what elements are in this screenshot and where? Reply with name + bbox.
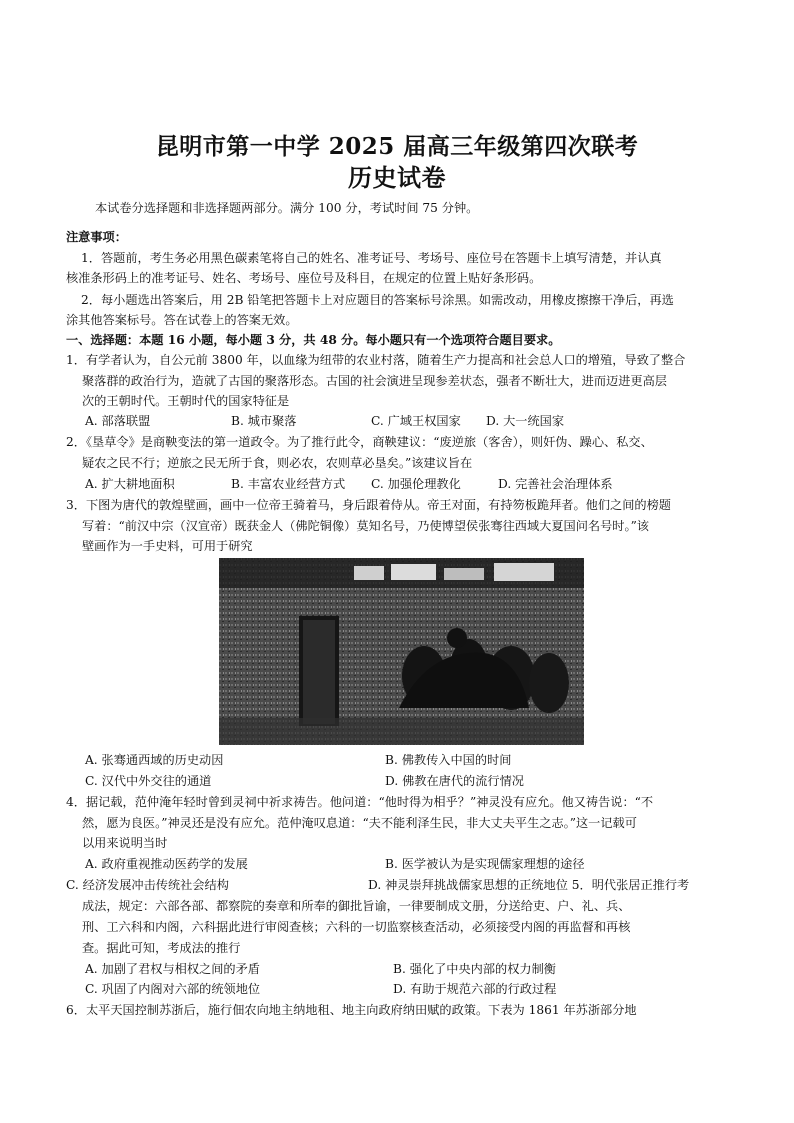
question-1-line-1: 1．有学者认为，自公元前 3800 年，以血缘为纽带的农业村落，随着生产力提高和社会总人口的增殖，导致了整合 xyxy=(66,353,686,367)
q3-option-c: C. 汉代中外交往的通道 xyxy=(85,774,212,788)
question-6-line-1: 6．太平天国控制苏浙后，施行佃农向地主纳地租、地主向政府纳田赋的政策。下表为 1861 年苏浙部分地 xyxy=(66,1003,637,1017)
question-1-line-3: 次的王朝时代。王朝时代的国家特征是 xyxy=(82,394,290,408)
question-3-line-1: 3．下图为唐代的敦煌壁画，画中一位帝王骑着马，身后跟着侍从。帝王对面，有持笏板跪拜者。他们之间的榜题 xyxy=(66,498,671,512)
q5-option-a: A. 加剧了君权与相权之间的矛盾 xyxy=(85,962,260,976)
q2-option-c: C. 加强伦理教化 xyxy=(371,477,461,491)
q3-option-b: B. 佛教传入中国的时间 xyxy=(385,753,512,767)
q1-option-d: D. 大一统国家 xyxy=(486,414,565,428)
question-5-line-2: 刑、工六科和内阁，六科据此进行审阅查核；六科的一切监察核查活动，必须接受内阁的再监督和再核 xyxy=(82,920,631,934)
q2-option-a: A. 扩大耕地面积 xyxy=(85,477,175,491)
note-1-line-1: 1．答题前，考生务必用黑色碳素笔将自己的姓名、准考证号、考场号、座位号在答题卡上填写清楚，并认真 xyxy=(81,251,662,265)
note-2-line-2: 涂其他答案标号。答在试卷上的答案无效。 xyxy=(66,313,298,327)
question-3-line-3: 壁画作为一手史料，可用于研究 xyxy=(82,539,253,553)
question-3-line-2: 写着：“前汉中宗（汉宣帝）既获金人（佛陀铜像）莫知名号，乃使博望侯张骞往西域大夏国问名号时。”该 xyxy=(82,519,649,533)
q3-option-d: D. 佛教在唐代的流行情况 xyxy=(385,774,524,788)
note-2-line-1: 2．每小题选出答案后，用 2B 铅笔把答题卡上对应题目的答案标号涂黑。如需改动，用橡皮擦擦干净后，再选 xyxy=(81,293,674,307)
dunhuang-mural-image xyxy=(219,558,584,745)
q2-option-b: B. 丰富农业经营方式 xyxy=(231,477,346,491)
question-5-line-3: 查。据此可知，考成法的推行 xyxy=(82,941,241,955)
q2-option-d: D. 完善社会治理体系 xyxy=(498,477,613,491)
exam-title: 昆明市第一中学 2025 届高三年级第四次联考 xyxy=(155,133,639,160)
q4-option-b: B. 医学被认为是实现儒家理想的途径 xyxy=(385,857,585,871)
question-2-line-1: 2．《垦草令》是商鞅变法的第一道政令。为了推行此令，商鞅建议：“废逆旅（客舍），则奸伪、躁心、私交、 xyxy=(66,435,653,449)
intro-text: 本试卷分选择题和非选择题两部分。满分 100 分，考试时间 75 分钟。 xyxy=(95,201,479,215)
q4-option-c: C. 经济发展冲击传统社会结构 xyxy=(66,878,229,892)
q4-option-a: A. 政府重视推动医药学的发展 xyxy=(85,857,248,871)
section-heading: 一、选择题：本题 16 小题，每小题 3 分，共 48 分。每小题只有一个选项符合题目要求。 xyxy=(66,333,561,347)
note-1-line-2: 核准条形码上的准考证号、姓名、考场号、座位号及科目，在规定的位置上贴好条形码。 xyxy=(66,271,542,285)
q5-option-b: B. 强化了中央内部的权力制衡 xyxy=(393,962,556,976)
exam-subject: 历史试卷 xyxy=(348,163,446,192)
mural-illustration xyxy=(219,558,584,745)
q4-option-d: D. 神灵崇拜挑战儒家思想的正统地位 5．明代张居正推行考 xyxy=(368,878,690,892)
question-4-line-3: 以用来说明当时 xyxy=(82,836,168,850)
q5-option-d: D. 有助于规范六部的行政过程 xyxy=(393,982,557,996)
q1-option-a: A. 部落联盟 xyxy=(85,414,151,428)
q1-option-c: C. 广域王权国家 xyxy=(371,414,461,428)
question-5-line-1: 成法，规定：六部各部、都察院的奏章和所奉的御批旨谕，一律要制成文册，分送给吏、户、礼、兵、 xyxy=(82,899,631,913)
notes-heading: 注意事项： xyxy=(66,230,127,244)
question-1-line-2: 聚落群的政治行为，造就了古国的聚落形态。古国的社会演进呈现参差状态，强者不断壮大，进而迈进更高层 xyxy=(82,374,667,388)
question-4-line-1: 4．据记载，范仲淹年轻时曾到灵祠中祈求祷告。他问道：“他时得为相乎？”神灵没有应允。他又祷告说：“不 xyxy=(66,795,654,809)
question-2-line-2: 疑农之民不行；逆旅之民无所于食，则必农，农则草必垦矣。”该建议旨在 xyxy=(82,456,473,470)
question-4-line-2: 然，愿为良医。”神灵还是没有应允。范仲淹叹息道：“夫不能利泽生民，非大丈夫平生之志。”这一记载可 xyxy=(82,816,637,830)
q5-option-c: C. 巩固了内阁对六部的统领地位 xyxy=(85,982,261,996)
q3-option-a: A. 张骞通西域的历史动因 xyxy=(85,753,224,767)
q1-option-b: B. 城市聚落 xyxy=(231,414,297,428)
